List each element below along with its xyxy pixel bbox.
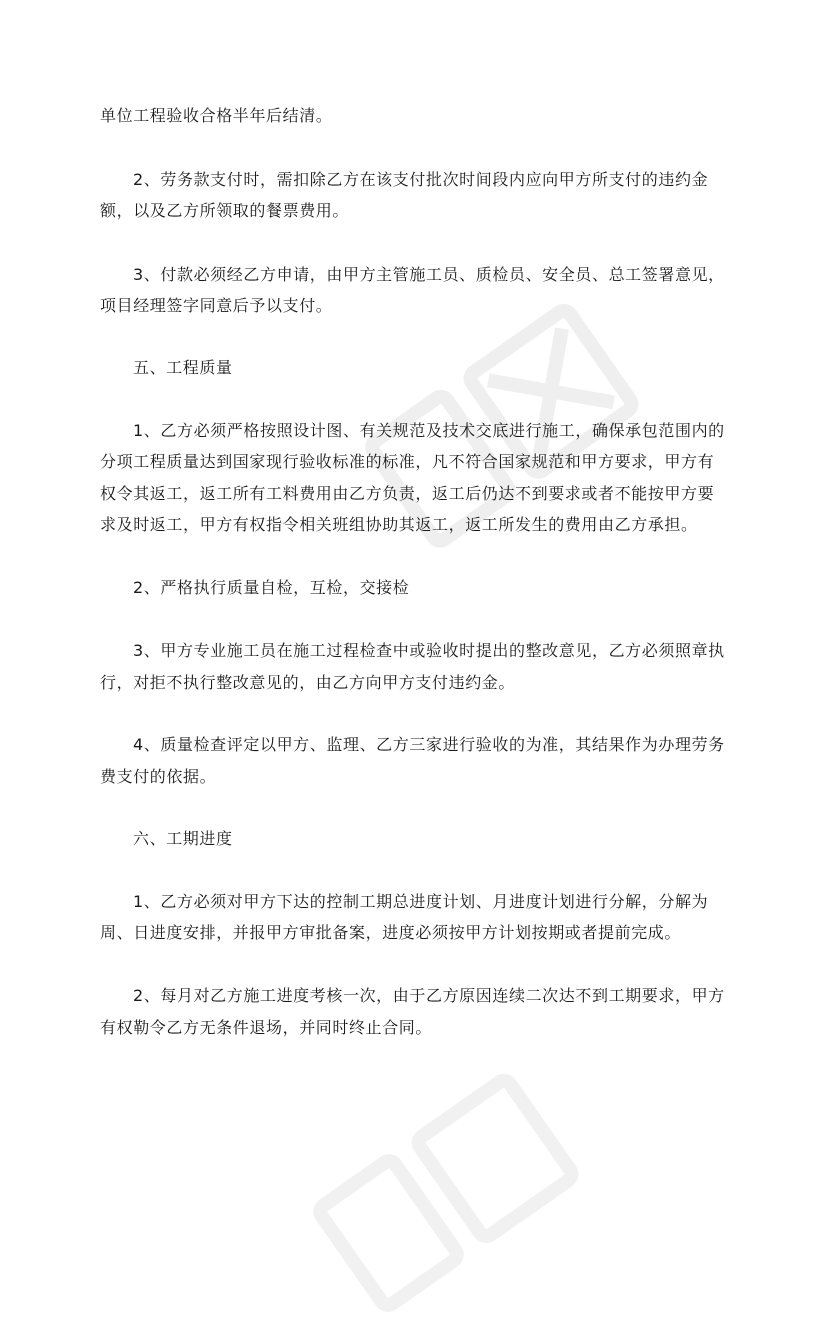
section-heading-schedule: 六、工期进度 xyxy=(133,829,233,848)
paragraph-line: 权令其返工，返工所有工料费用由乙方负责，返工后仍达不到要求或者不能按甲方要 xyxy=(100,484,715,503)
paragraph-line: 3、甲方专业施工员在施工过程检查中或验收时提出的整改意见，乙方必须照章执 xyxy=(133,641,725,660)
paragraph-line: 费支付的依据。 xyxy=(100,767,217,786)
paragraph-line: 1、乙方必须对甲方下达的控制工期总进度计划、月进度计划进行分解，分解为 xyxy=(133,892,709,911)
paragraph-line: 项目经理签字同意后予以支付。 xyxy=(100,296,333,315)
paragraph-line: 额，以及乙方所领取的餐票费用。 xyxy=(100,201,350,220)
paragraph-line: 2、劳务款支付时，需扣除乙方在该支付批次时间段内应向甲方所支付的违约金 xyxy=(133,170,709,189)
paragraph-line: 单位工程验收合格半年后结清。 xyxy=(100,106,333,125)
watermark-logo-bottom xyxy=(300,1040,600,1340)
paragraph-line: 行，对拒不执行整改意见的，由乙方向甲方支付违约金。 xyxy=(100,673,516,692)
paragraph-line: 有权勒令乙方无条件退场，并同时终止合同。 xyxy=(100,1018,433,1037)
paragraph-line: 1、乙方必须严格按照设计图、有关规范及技术交底进行施工，确保承包范围内的 xyxy=(133,421,725,440)
section-heading-quality: 五、工程质量 xyxy=(133,358,233,377)
paragraph-line: 分项工程质量达到国家现行验收标准的标准，凡不符合国家规范和甲方要求，甲方有 xyxy=(100,452,715,471)
paragraph-line: 求及时返工，甲方有权指令相关班组协助其返工，返工所发生的费用由乙方承担。 xyxy=(100,515,698,534)
paragraph-line: 3、付款必须经乙方申请，由甲方主管施工员、质检员、安全员、总工签署意见， xyxy=(133,265,725,284)
paragraph-line: 2、每月对乙方施工进度考核一次，由于乙方原因连续二次达不到工期要求，甲方 xyxy=(133,986,725,1005)
paragraph-line: 周、日进度安排，并报甲方审批备案，进度必须按甲方计划按期或者提前完成。 xyxy=(100,923,682,942)
paragraph-line: 2、严格执行质量自检，互检，交接检 xyxy=(133,578,410,597)
paragraph-line: 4、质量检查评定以甲方、监理、乙方三家进行验收的为准，其结果作为办理劳务 xyxy=(133,735,725,754)
